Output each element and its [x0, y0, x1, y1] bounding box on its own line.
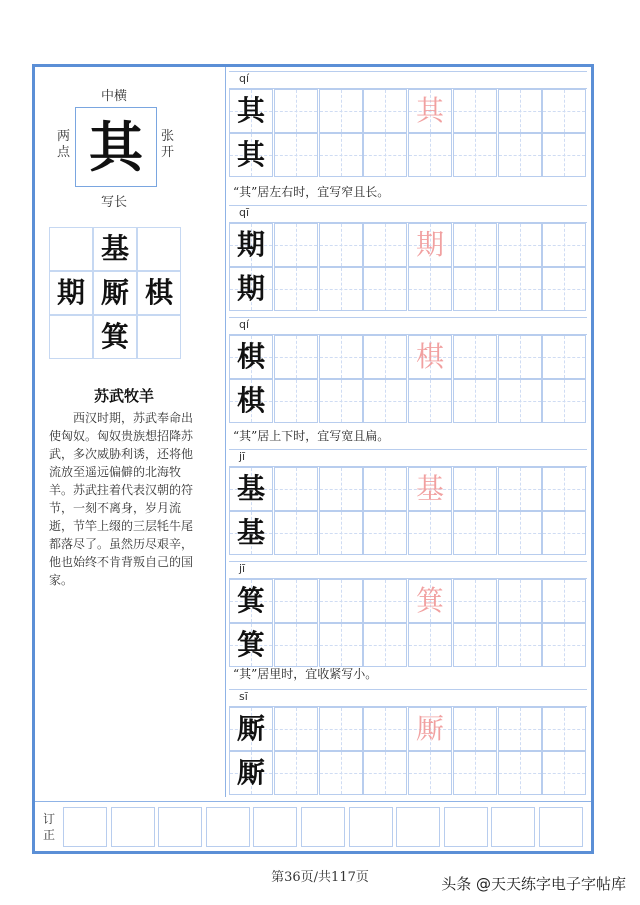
grid-box[interactable]	[363, 511, 407, 555]
model-char: 期	[236, 228, 265, 261]
grid-box[interactable]	[319, 467, 363, 511]
grid-box[interactable]	[453, 511, 497, 555]
grid-box[interactable]	[363, 623, 407, 667]
correction-box[interactable]	[158, 807, 202, 847]
rule-note: “其”居上下时，宜写宽且扁。	[233, 429, 390, 443]
grid-box[interactable]	[274, 133, 318, 177]
trace-char: 厮	[415, 712, 444, 745]
grid-box[interactable]	[542, 579, 586, 623]
model-char: 期	[236, 272, 265, 305]
grid-box[interactable]	[274, 511, 318, 555]
correction-box[interactable]	[444, 807, 488, 847]
page-number: 第36页/共117页	[271, 870, 369, 885]
grid-box[interactable]	[453, 335, 497, 379]
pinyin-text: qí	[239, 72, 250, 85]
trace-char: 期	[415, 228, 444, 261]
grid-box[interactable]	[274, 467, 318, 511]
practice-row[interactable]	[229, 379, 587, 423]
pinyin-text: jī	[239, 450, 246, 463]
page-frame	[32, 64, 594, 854]
grid-box[interactable]	[542, 467, 586, 511]
grid-box[interactable]	[274, 223, 318, 267]
grid-box[interactable]	[274, 707, 318, 751]
grid-box[interactable]	[453, 133, 497, 177]
trace-char: 棋	[415, 340, 444, 373]
grid-box[interactable]	[498, 379, 542, 423]
grid-box[interactable]	[498, 751, 542, 795]
grid-box[interactable]	[453, 467, 497, 511]
grid-box[interactable]	[363, 133, 407, 177]
grid-box[interactable]	[408, 267, 452, 311]
pinyin-line	[229, 71, 587, 89]
example-left: 期	[56, 276, 85, 309]
practice-row[interactable]	[229, 511, 587, 555]
grid-box[interactable]	[498, 89, 542, 133]
pinyin-line	[229, 317, 587, 335]
hero-label-bottom: 写长	[101, 195, 128, 210]
grid-box[interactable]	[498, 511, 542, 555]
correction-box[interactable]	[206, 807, 250, 847]
grid-box[interactable]	[274, 267, 318, 311]
practice-row[interactable]	[229, 707, 587, 751]
grid-box[interactable]	[274, 89, 318, 133]
rule-note: “其”居里时，宜收紧写小。	[233, 667, 378, 681]
practice-row[interactable]	[229, 267, 587, 311]
model-char: 箕	[236, 584, 265, 617]
practice-row[interactable]	[229, 133, 587, 177]
grid-box[interactable]	[453, 623, 497, 667]
trace-char: 其	[415, 94, 444, 127]
hero-label-top: 中横	[101, 89, 128, 104]
brand-watermark: 头条 @天天练字电子字帖库	[441, 875, 626, 893]
model-char: 其	[236, 94, 265, 127]
grid-box[interactable]	[274, 579, 318, 623]
example-top: 基	[100, 232, 129, 265]
model-char: 棋	[236, 384, 265, 417]
grid-box[interactable]	[319, 751, 363, 795]
grid-box[interactable]	[498, 267, 542, 311]
correction-box[interactable]	[111, 807, 155, 847]
correction-box[interactable]	[396, 807, 440, 847]
grid-box[interactable]	[542, 133, 586, 177]
left-divider	[225, 67, 226, 797]
hero-char: 其	[89, 115, 143, 179]
grid-box[interactable]	[408, 379, 452, 423]
grid-box[interactable]	[363, 751, 407, 795]
grid-box[interactable]	[319, 223, 363, 267]
correction-label: 订正	[43, 812, 56, 842]
grid-box[interactable]	[498, 223, 542, 267]
pinyin-text: jī	[239, 562, 246, 575]
grid-box[interactable]	[542, 335, 586, 379]
grid-box[interactable]	[453, 89, 497, 133]
story-body: 西汉时期，苏武奉命出使匈奴。匈奴贵族想招降苏武，多次威胁利诱，还将他流放至遥远偏僻的北海牧羊。苏武拄着代表汉朝的符节，一刻不离身，岁月流逝，节竿上缀的三层牦牛尾都落尽了。虽然历尽艰辛，他也始终不肯背叛自己的国家。	[49, 411, 194, 587]
grid-box[interactable]	[542, 89, 586, 133]
grid-box[interactable]	[453, 379, 497, 423]
grid-box[interactable]	[363, 335, 407, 379]
grid-box[interactable]	[319, 267, 363, 311]
grid-box[interactable]	[542, 267, 586, 311]
grid-box[interactable]	[274, 379, 318, 423]
grid-box[interactable]	[408, 751, 452, 795]
trace-char: 基	[415, 472, 444, 505]
rule-note: “其”居左右时，宜写窄且长。	[233, 185, 390, 199]
grid-box[interactable]	[274, 335, 318, 379]
practice-row[interactable]	[229, 223, 587, 267]
story-title: 苏武牧羊	[93, 387, 154, 405]
model-char: 厮	[236, 712, 265, 745]
correction-box[interactable]	[491, 807, 535, 847]
hero-label-right: 张开	[161, 129, 175, 160]
bottom-divider	[35, 801, 591, 802]
grid-box[interactable]	[363, 89, 407, 133]
example-bottom: 箕	[100, 320, 129, 353]
grid-box[interactable]	[363, 467, 407, 511]
pinyin-line	[229, 689, 587, 707]
grid-box[interactable]	[363, 267, 407, 311]
grid-box[interactable]	[363, 223, 407, 267]
grid-box[interactable]	[453, 751, 497, 795]
example-grid	[49, 227, 181, 359]
grid-box[interactable]	[498, 623, 542, 667]
grid-box[interactable]	[408, 133, 452, 177]
grid-box[interactable]	[542, 379, 586, 423]
pinyin-line	[229, 449, 587, 467]
grid-box[interactable]	[498, 133, 542, 177]
model-char: 基	[236, 516, 265, 549]
correction-box[interactable]	[539, 807, 583, 847]
grid-box[interactable]	[498, 467, 542, 511]
grid-box[interactable]	[319, 579, 363, 623]
grid-box[interactable]	[453, 579, 497, 623]
grid-box[interactable]	[542, 623, 586, 667]
correction-box[interactable]	[301, 807, 345, 847]
grid-box[interactable]	[408, 623, 452, 667]
grid-box[interactable]	[319, 89, 363, 133]
correction-row[interactable]	[63, 807, 587, 847]
grid-box[interactable]	[542, 511, 586, 555]
practice-row[interactable]	[229, 89, 587, 133]
practice-row[interactable]	[229, 467, 587, 511]
practice-row[interactable]	[229, 579, 587, 623]
grid-box[interactable]	[319, 379, 363, 423]
grid-box[interactable]	[363, 379, 407, 423]
practice-row[interactable]	[229, 623, 587, 667]
pinyin-text: qí	[239, 318, 250, 331]
example-right: 棋	[144, 276, 173, 309]
grid-box[interactable]	[542, 223, 586, 267]
grid-box[interactable]	[274, 623, 318, 667]
correction-box[interactable]	[253, 807, 297, 847]
practice-row[interactable]	[229, 751, 587, 795]
model-char: 箕	[236, 628, 265, 661]
grid-box[interactable]	[408, 511, 452, 555]
pinyin-text: qī	[239, 206, 250, 219]
model-char: 基	[236, 472, 265, 505]
model-char: 棋	[236, 340, 265, 373]
hero-label-left: 两点	[57, 129, 71, 160]
grid-box[interactable]	[453, 223, 497, 267]
correction-box[interactable]	[349, 807, 393, 847]
model-char: 其	[236, 138, 265, 171]
grid-box[interactable]	[274, 751, 318, 795]
practice-row[interactable]	[229, 335, 587, 379]
grid-box[interactable]	[319, 623, 363, 667]
pinyin-text: sī	[239, 690, 248, 703]
grid-box[interactable]	[319, 707, 363, 751]
example-center: 厮	[100, 276, 129, 309]
grid-box[interactable]	[453, 707, 497, 751]
grid-box[interactable]	[498, 335, 542, 379]
grid-box[interactable]	[319, 511, 363, 555]
grid-box[interactable]	[319, 133, 363, 177]
grid-box[interactable]	[542, 707, 586, 751]
grid-box[interactable]	[319, 335, 363, 379]
trace-char: 箕	[415, 584, 444, 617]
grid-box[interactable]	[453, 267, 497, 311]
grid-box[interactable]	[498, 707, 542, 751]
grid-box[interactable]	[542, 751, 586, 795]
grid-box[interactable]	[363, 707, 407, 751]
pinyin-line	[229, 561, 587, 579]
model-char: 厮	[236, 756, 265, 789]
pinyin-line	[229, 205, 587, 223]
correction-box[interactable]	[63, 807, 107, 847]
grid-box[interactable]	[363, 579, 407, 623]
grid-box[interactable]	[498, 579, 542, 623]
